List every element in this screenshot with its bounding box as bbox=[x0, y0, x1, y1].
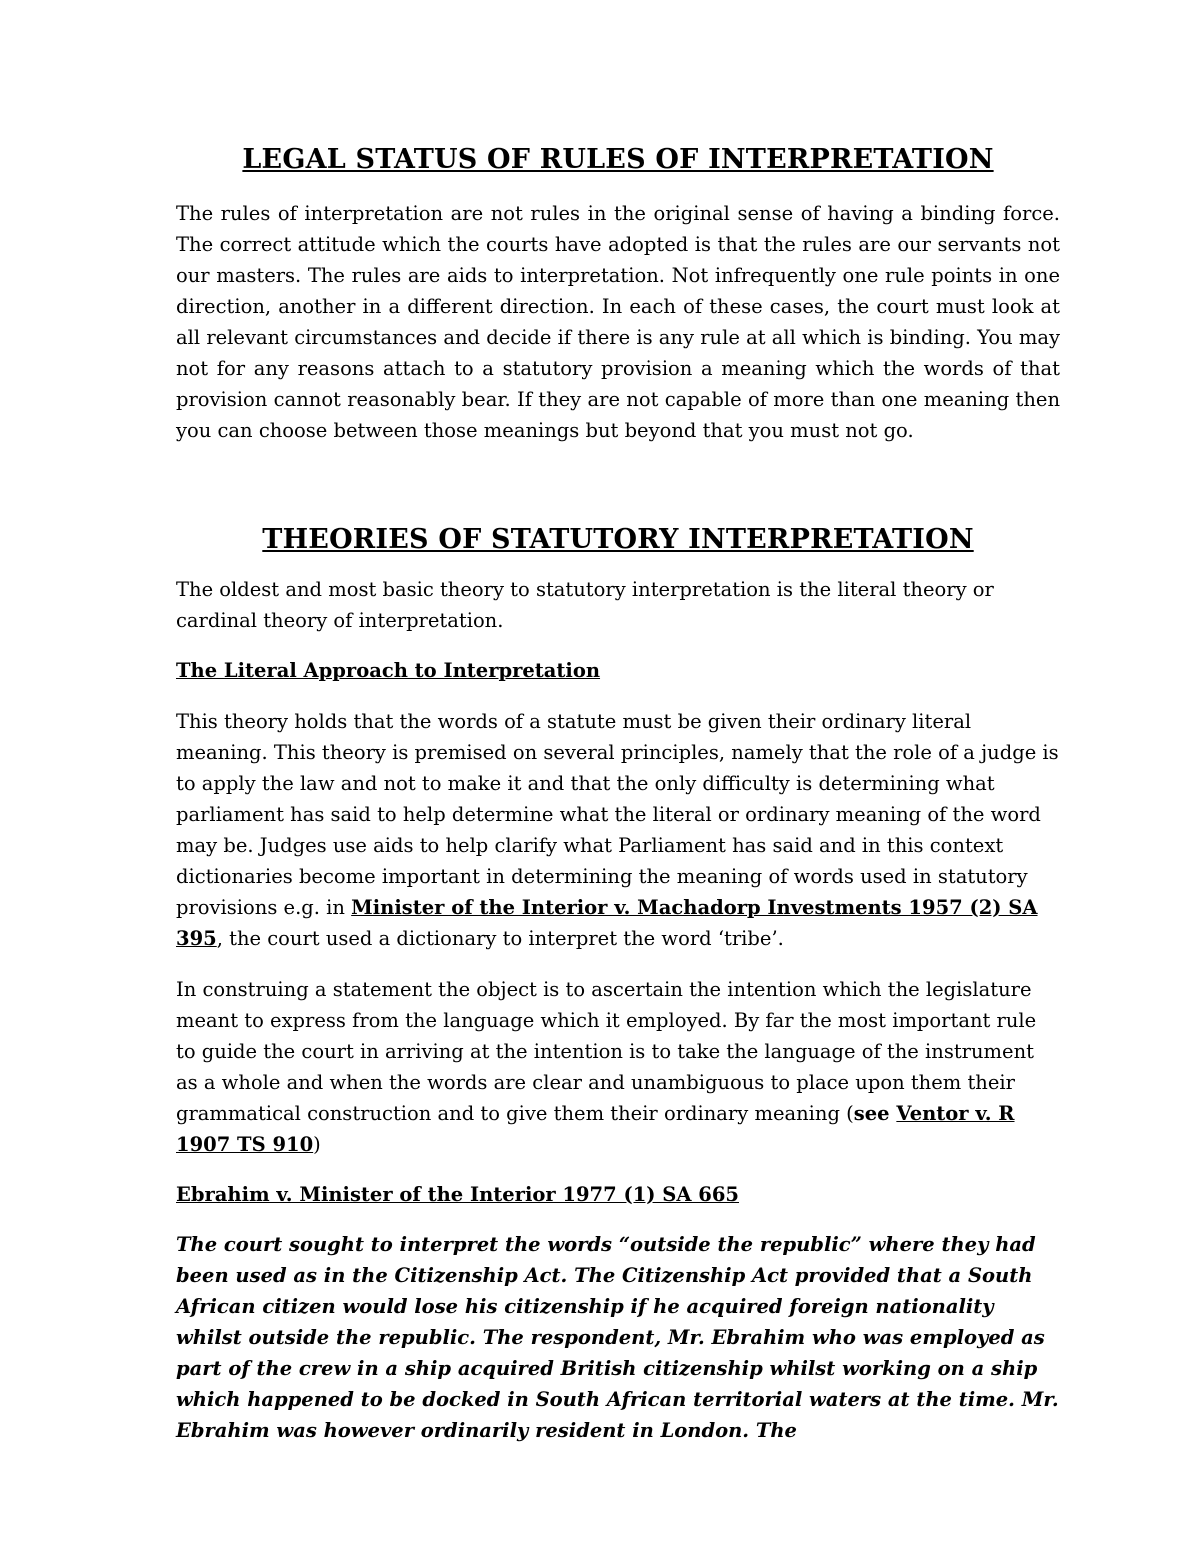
case-summary-ebrahim: The court sought to interpret the words “outside the republic” where they had been used as in the Citizenship Act. The Citizenship Act provided that a South African citizen would lose his citizenship if he acquired foreign nationality whilst outside the republic. The respondent, Mr. Ebrahim who was employed as part of the crew in a ship acquired British citizenship whilst working on a ship which happened to be docked in South African territorial waters at the time. Mr. Ebrahim was however ordinarily resident in London. The bbox=[176, 1233, 1059, 1442]
literal-p2-text: In construing a statement the object is to ascertain the intention which the legislature meant to express from the language which it employed. By far the most important rule to guide the court in arriving at the intention is to take the language of the instrument as a whole and when the words are clear and unambiguous to place upon them their grammatical construction and to give them their ordinary meaning ( bbox=[176, 978, 1037, 1125]
see-word: see bbox=[853, 1102, 897, 1125]
literal-p1-text: This theory holds that the words of a statute must be given their ordinary literal meaning. This theory is premised on several principles, namely that the role of a judge is to apply the law and not to make it and that the only difficulty is determining what parliament has said to help determine what the literal or ordinary meaning of the word may be. Judges use aids to help clarify what Parliament has said and in this context dictionaries become important in determining the meaning of words used in statutory provisions e.g. in bbox=[176, 710, 1059, 919]
theories-intro-paragraph: The oldest and most basic theory to statutory interpretation is the literal theory or cardinal theory of interpretation. bbox=[176, 578, 994, 632]
case-citation-ventor: Ventor v. R 1907 TS 910 bbox=[176, 1102, 1015, 1156]
literal-p1-text-end: , the court used a dictionary to interpret the word ‘tribe’. bbox=[216, 927, 784, 950]
literal-approach-paragraph-1 bbox=[176, 706, 1060, 954]
legal-status-paragraph: The rules of interpretation are not rules in the original sense of having a binding force. The correct attitude which the courts have adopted is that the rules are our servants not our masters. The rules are aids to interpretation. Not infrequently one rule points in one direction, another in a different direction. In each of these cases, the court must look at all relevant circumstances and decide if there is any rule at all which is binding. You may not for any reasons attach to a statutory provision a meaning which the words of that provision cannot reasonably bear. If they are not capable of more than one meaning then you can choose between those meanings but beyond that you must not go. bbox=[176, 202, 1060, 442]
page-content bbox=[176, 138, 1060, 1446]
section-title-legal-status: LEGAL STATUS OF RULES OF INTERPRETATION bbox=[242, 144, 994, 175]
literal-approach-heading: The Literal Approach to Interpretation bbox=[176, 659, 601, 682]
literal-approach-paragraph-2 bbox=[176, 974, 1060, 1160]
literal-p2-text-end: ) bbox=[313, 1133, 321, 1156]
case-citation-machadorp: Minister of the Interior v. Machadorp Investments 1957 (2) SA 395 bbox=[176, 896, 1038, 950]
section-title-theories: THEORIES OF STATUTORY INTERPRETATION bbox=[262, 524, 974, 555]
case-heading-ebrahim: Ebrahim v. Minister of the Interior 1977 (1) SA 665 bbox=[176, 1183, 739, 1206]
